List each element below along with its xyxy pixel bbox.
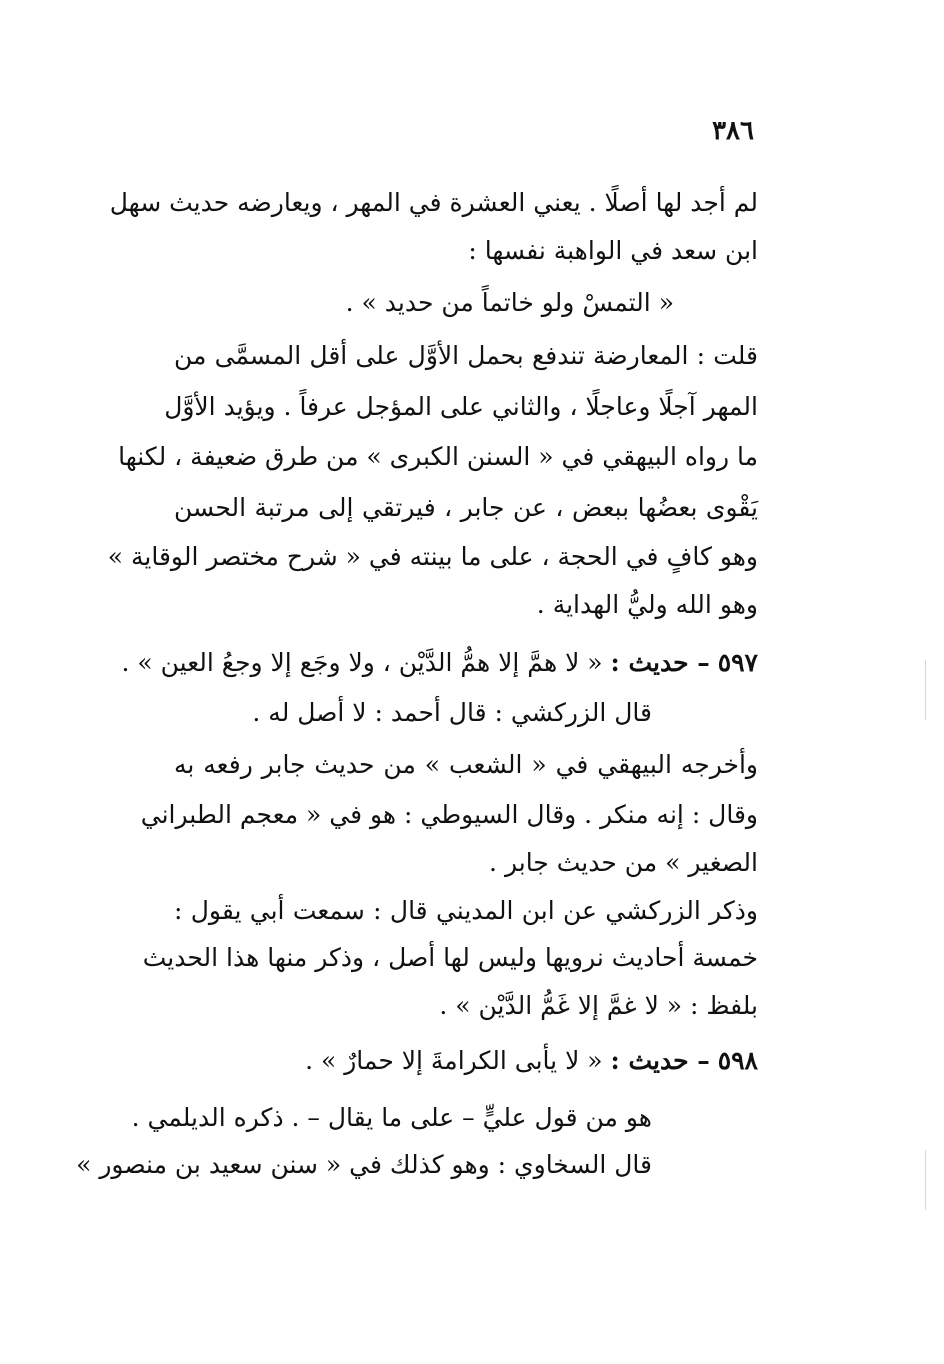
text-line: هو من قول عليٍّ – على ما يقال – . ذكره الديلمي .: [131, 1103, 652, 1132]
text-line: بلفظ : « لا غمَّ إلا غَمُّ الدَّيْن » .: [439, 991, 758, 1020]
text-line: ما رواه البيهقي في « السنن الكبرى » من طرق ضعيفة ، لكنها: [118, 442, 758, 471]
text-line: قال السخاوي : وهو كذلك في « سنن سعيد بن منصور »: [76, 1150, 652, 1179]
hadith-heading-597: [121, 650, 758, 675]
hadith-label: – حديث :: [610, 648, 710, 677]
scan-edge-mark: [925, 660, 926, 720]
page-number: ٣٨٦: [712, 116, 754, 146]
text-line: الصغير » من حديث جابر .: [489, 848, 758, 877]
text-line: وهو كافٍ في الحجة ، على ما بينته في « شرح مختصر الوقاية »: [107, 542, 758, 571]
hadith-heading-598: [305, 1048, 758, 1073]
hadith-text: « لا همَّ إلا همُّ الدَّيْن ، ولا وجَع إلا وجعُ العين » .: [121, 648, 603, 677]
text-line: لم أجد لها أصلًا . يعني العشرة في المهر ، ويعارضه حديث سهل: [109, 188, 758, 217]
text-line: وقال : إنه منكر . وقال السيوطي : هو في « معجم الطبراني: [140, 800, 758, 829]
text-line: ابن سعد في الواهبة نفسها :: [468, 236, 758, 265]
quote-line: « التمسْ ولو خاتماً من حديد » .: [345, 288, 674, 317]
text-line: وذكر الزركشي عن ابن المديني قال : سمعت أبي يقول :: [174, 896, 758, 925]
text-line: المهر آجلًا وعاجلًا ، والثاني على المؤجل عرفاً . ويؤيد الأوَّل: [164, 392, 758, 421]
text-line: خمسة أحاديث نرويها وليس لها أصل ، وذكر منها هذا الحديث: [142, 943, 758, 972]
hadith-label: – حديث :: [610, 1046, 710, 1075]
text-line: وأخرجه البيهقي في « الشعب » من حديث جابر رفعه به: [174, 750, 758, 779]
hadith-number: ٥٩٨: [717, 1046, 758, 1075]
text-line: قال الزركشي : قال أحمد : لا أصل له .: [252, 698, 652, 727]
text-line: قلت : المعارضة تندفع بحمل الأوَّل على أقل المسمَّى من: [174, 341, 758, 370]
hadith-text: « لا يأبى الكرامةَ إلا حمارٌ » .: [305, 1046, 603, 1075]
text-line: وهو الله وليُّ الهداية .: [536, 590, 758, 619]
scan-edge-mark: [925, 1150, 926, 1210]
hadith-number: ٥٩٧: [717, 648, 758, 677]
text-line: يَقْوى بعضُها ببعض ، عن جابر ، فيرتقي إلى مرتبة الحسن: [174, 493, 758, 522]
